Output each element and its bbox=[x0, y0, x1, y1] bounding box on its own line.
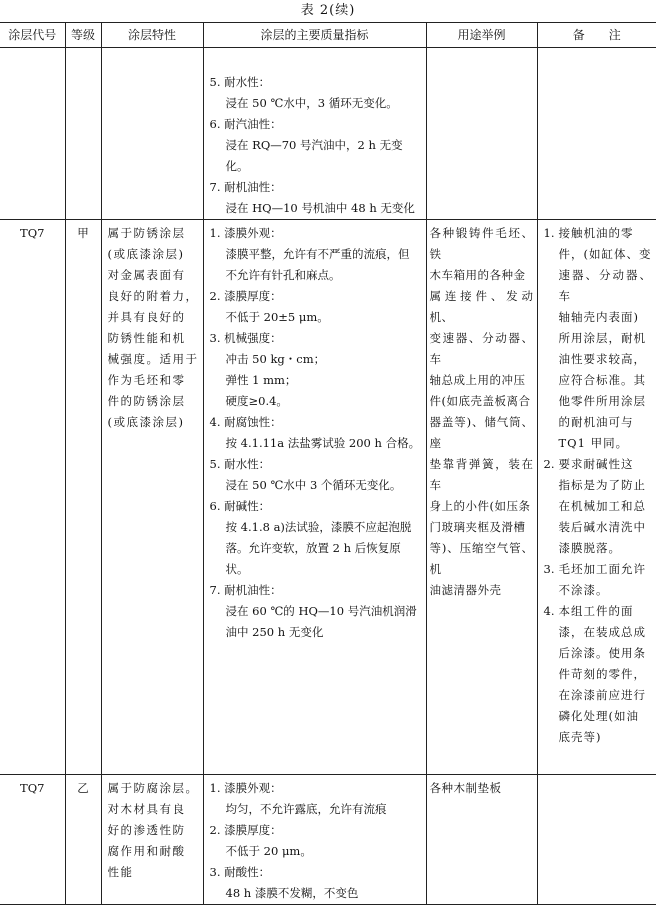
text-line: 油滤清器外壳 bbox=[429, 583, 502, 597]
text-line: 对木材具有良 bbox=[107, 802, 186, 816]
text-line: 轴总成上用的冲压 bbox=[429, 373, 526, 387]
text-line: 毛坯加工面允许 bbox=[558, 562, 646, 576]
text-line: 变速器、分动器、车 bbox=[429, 331, 534, 366]
cell-code bbox=[0, 48, 65, 220]
spec-body: 浸在 50 ℃水中，3 循环无变化。 bbox=[225, 96, 398, 110]
note-item bbox=[544, 601, 653, 748]
text-line: 后涂漆。使用条 bbox=[558, 646, 646, 660]
text-line: 件(如底壳盖板离合 bbox=[429, 394, 531, 408]
spec-title: 1. 漆膜外观： bbox=[209, 226, 282, 240]
text-line: 腐作用和耐酸 bbox=[107, 844, 186, 858]
text-line: 并具有良好的 bbox=[107, 310, 186, 324]
text-line: 底壳等) bbox=[558, 730, 602, 744]
text-line: 各种木制垫板 bbox=[429, 781, 502, 795]
text-line: 身上的小件(如压条 bbox=[429, 499, 531, 513]
text-line: 对金属表面有 bbox=[107, 268, 186, 282]
header-usage-examples: 用途举例 bbox=[426, 23, 537, 48]
spec-body: 浸在 HQ—10 号机油中 48 h 无变化 bbox=[225, 201, 415, 215]
text-line: 漆膜脱落。 bbox=[558, 541, 621, 555]
text-line: 垫靠背弹簧，装在车 bbox=[429, 457, 534, 492]
cell-specs bbox=[203, 775, 426, 905]
note-text bbox=[559, 559, 653, 601]
cell-grade: 甲 bbox=[65, 220, 101, 775]
text-line: 防锈性能和机 bbox=[107, 331, 186, 345]
text-line: 属于防锈涂层 bbox=[107, 226, 186, 240]
spec-body: 冲击 50 kg・cm； bbox=[225, 352, 326, 366]
cell-characteristics bbox=[101, 48, 203, 220]
spec-title: 7. 耐机油性： bbox=[209, 180, 282, 194]
text-line: 漆，在装成总成 bbox=[558, 625, 646, 639]
table-row bbox=[0, 220, 656, 775]
cell-grade: 乙 bbox=[65, 775, 101, 905]
text-line: 件的防锈涂层 bbox=[107, 394, 186, 408]
note-text bbox=[559, 454, 653, 559]
table-caption: 表 2(续) bbox=[300, 3, 356, 18]
spec-title: 6. 耐汽油性： bbox=[209, 117, 282, 131]
header-characteristics: 涂层特性 bbox=[101, 23, 203, 48]
text-line: 良好的附着力， bbox=[107, 289, 199, 303]
spec-title: 2. 漆膜厚度： bbox=[209, 823, 282, 837]
text-line: 性能 bbox=[107, 865, 134, 879]
note-item bbox=[544, 559, 653, 601]
text-line: 作为毛坯和零 bbox=[107, 373, 186, 387]
cell-code: TQ7 bbox=[0, 775, 65, 905]
cell-grade bbox=[65, 48, 101, 220]
spec-title: 3. 机械强度： bbox=[209, 331, 282, 345]
cell-specs bbox=[203, 220, 426, 775]
header-grade: 等级 bbox=[65, 23, 101, 48]
note-number: 4. bbox=[543, 604, 555, 618]
table-header-row bbox=[0, 23, 656, 48]
cell-notes bbox=[537, 220, 656, 775]
note-item bbox=[544, 454, 653, 559]
spec-title: 5. 耐水性： bbox=[209, 457, 271, 471]
spec-title: 3. 耐酸性： bbox=[209, 865, 271, 879]
text-line: 应符合标准。其 bbox=[558, 373, 646, 387]
text-line: 不涂漆。 bbox=[558, 583, 609, 597]
cell-usage bbox=[426, 48, 537, 220]
text-line: 木车箱用的各种金 bbox=[429, 268, 526, 282]
text-line: 各种锻铸件毛坯、铁 bbox=[429, 226, 534, 261]
text-line: 速器、分动器、车 bbox=[558, 268, 652, 303]
spec-body: 浸在 50 ℃水中 3 个循环无变化。 bbox=[225, 478, 402, 492]
text-line: (或底漆涂层) bbox=[107, 415, 185, 429]
text-line: 等)、压缩空气管、机 bbox=[429, 541, 534, 576]
table-row bbox=[0, 48, 656, 220]
text-line: 他零件所用涂层 bbox=[558, 394, 646, 408]
text-line: 装后碱水清洗中 bbox=[558, 520, 646, 534]
spec-body: 按 4.1.8 a)法试验，漆膜不应起泡脱 bbox=[225, 520, 412, 534]
spec-body: 硬度≥0.4。 bbox=[225, 394, 288, 408]
text-line: (或底漆涂层) bbox=[107, 247, 185, 261]
spec-body: 均匀，不允许露底，允许有流痕 bbox=[225, 802, 387, 816]
text-line: 本组工件的面 bbox=[558, 604, 634, 618]
cell-code: TQ7 bbox=[0, 220, 65, 775]
text-line: 轴轴壳内表面) bbox=[558, 310, 639, 324]
header-remarks: 备 注 bbox=[537, 23, 656, 48]
text-line: 在涂漆前应进行 bbox=[558, 688, 646, 702]
spec-body: 落。允许变软，放置 2 h 后恢复原状。 bbox=[225, 541, 401, 576]
text-line: 属于防腐涂层。 bbox=[107, 781, 199, 795]
text-line: 指标是为了防止 bbox=[558, 478, 646, 492]
spec-title: 4. 耐腐蚀性： bbox=[209, 415, 282, 429]
header-quality-specs: 涂层的主要质量指标 bbox=[203, 23, 426, 48]
spec-body: 油中 250 h 无变化 bbox=[225, 625, 324, 639]
header-coating-code: 涂层代号 bbox=[0, 23, 65, 48]
spec-title: 2. 漆膜厚度： bbox=[209, 289, 282, 303]
text-line: 要求耐碱性这 bbox=[558, 457, 634, 471]
note-text bbox=[559, 223, 653, 454]
note-number: 3. bbox=[543, 562, 555, 576]
cell-characteristics bbox=[101, 775, 203, 905]
text-line: 好的渗透性防 bbox=[107, 823, 186, 837]
spec-body: 48 h 漆膜不发糊，不变色 bbox=[225, 886, 359, 900]
spec-title: 1. 漆膜外观： bbox=[209, 781, 282, 795]
cell-usage bbox=[426, 220, 537, 775]
note-text bbox=[559, 601, 653, 748]
spec-body: 按 4.1.11a 法盐雾试验 200 h 合格。 bbox=[225, 436, 421, 450]
spec-title: 5. 耐水性： bbox=[209, 75, 271, 89]
cell-notes bbox=[537, 775, 656, 905]
text-line: 器盖等)、储气筒、座 bbox=[429, 415, 534, 450]
text-line: 油性要求较高， bbox=[558, 352, 646, 366]
cell-specs bbox=[203, 48, 426, 220]
text-line: 件苛刻的零件， bbox=[558, 667, 646, 681]
cell-notes bbox=[537, 48, 656, 220]
text-line: 磷化处理(如油 bbox=[558, 709, 639, 723]
spec-body: 不低于 20 μm。 bbox=[225, 844, 312, 858]
text-line: TQ1 甲同。 bbox=[558, 436, 629, 450]
spec-body: 漆膜平整，允许有不严重的流痕，但 bbox=[225, 247, 410, 261]
cell-characteristics bbox=[101, 220, 203, 775]
text-line: 接触机油的零 bbox=[558, 226, 634, 240]
note-number: 1. bbox=[543, 226, 555, 240]
spec-body: 浸在 60 ℃的 HQ—10 号汽油机润滑 bbox=[225, 604, 417, 618]
note-item bbox=[544, 223, 653, 454]
table-row bbox=[0, 775, 656, 905]
spec-body: 不允许有针孔和麻点。 bbox=[225, 268, 341, 282]
spec-title: 6. 耐碱性： bbox=[209, 499, 271, 513]
spec-body: 浸在 RQ—70 号汽油中，2 h 无变化。 bbox=[225, 138, 403, 173]
text-line: 械强度。适用于 bbox=[107, 352, 199, 366]
spec-title: 7. 耐机油性： bbox=[209, 583, 282, 597]
coating-spec-table bbox=[0, 22, 656, 905]
text-line: 在机械加工和总 bbox=[558, 499, 646, 513]
text-line: 门玻璃夹框及滑槽 bbox=[429, 520, 526, 534]
note-number: 2. bbox=[543, 457, 555, 471]
text-line: 件，(如缸体、变 bbox=[558, 247, 652, 261]
spec-body: 弹性 1 mm； bbox=[225, 373, 297, 387]
text-line: 属连接件、发动机、 bbox=[429, 289, 534, 324]
cell-usage bbox=[426, 775, 537, 905]
text-line: 所用涂层，耐机 bbox=[558, 331, 646, 345]
text-line: 的耐机油可与 bbox=[558, 415, 634, 429]
spec-body: 不低于 20±5 μm。 bbox=[225, 310, 329, 324]
